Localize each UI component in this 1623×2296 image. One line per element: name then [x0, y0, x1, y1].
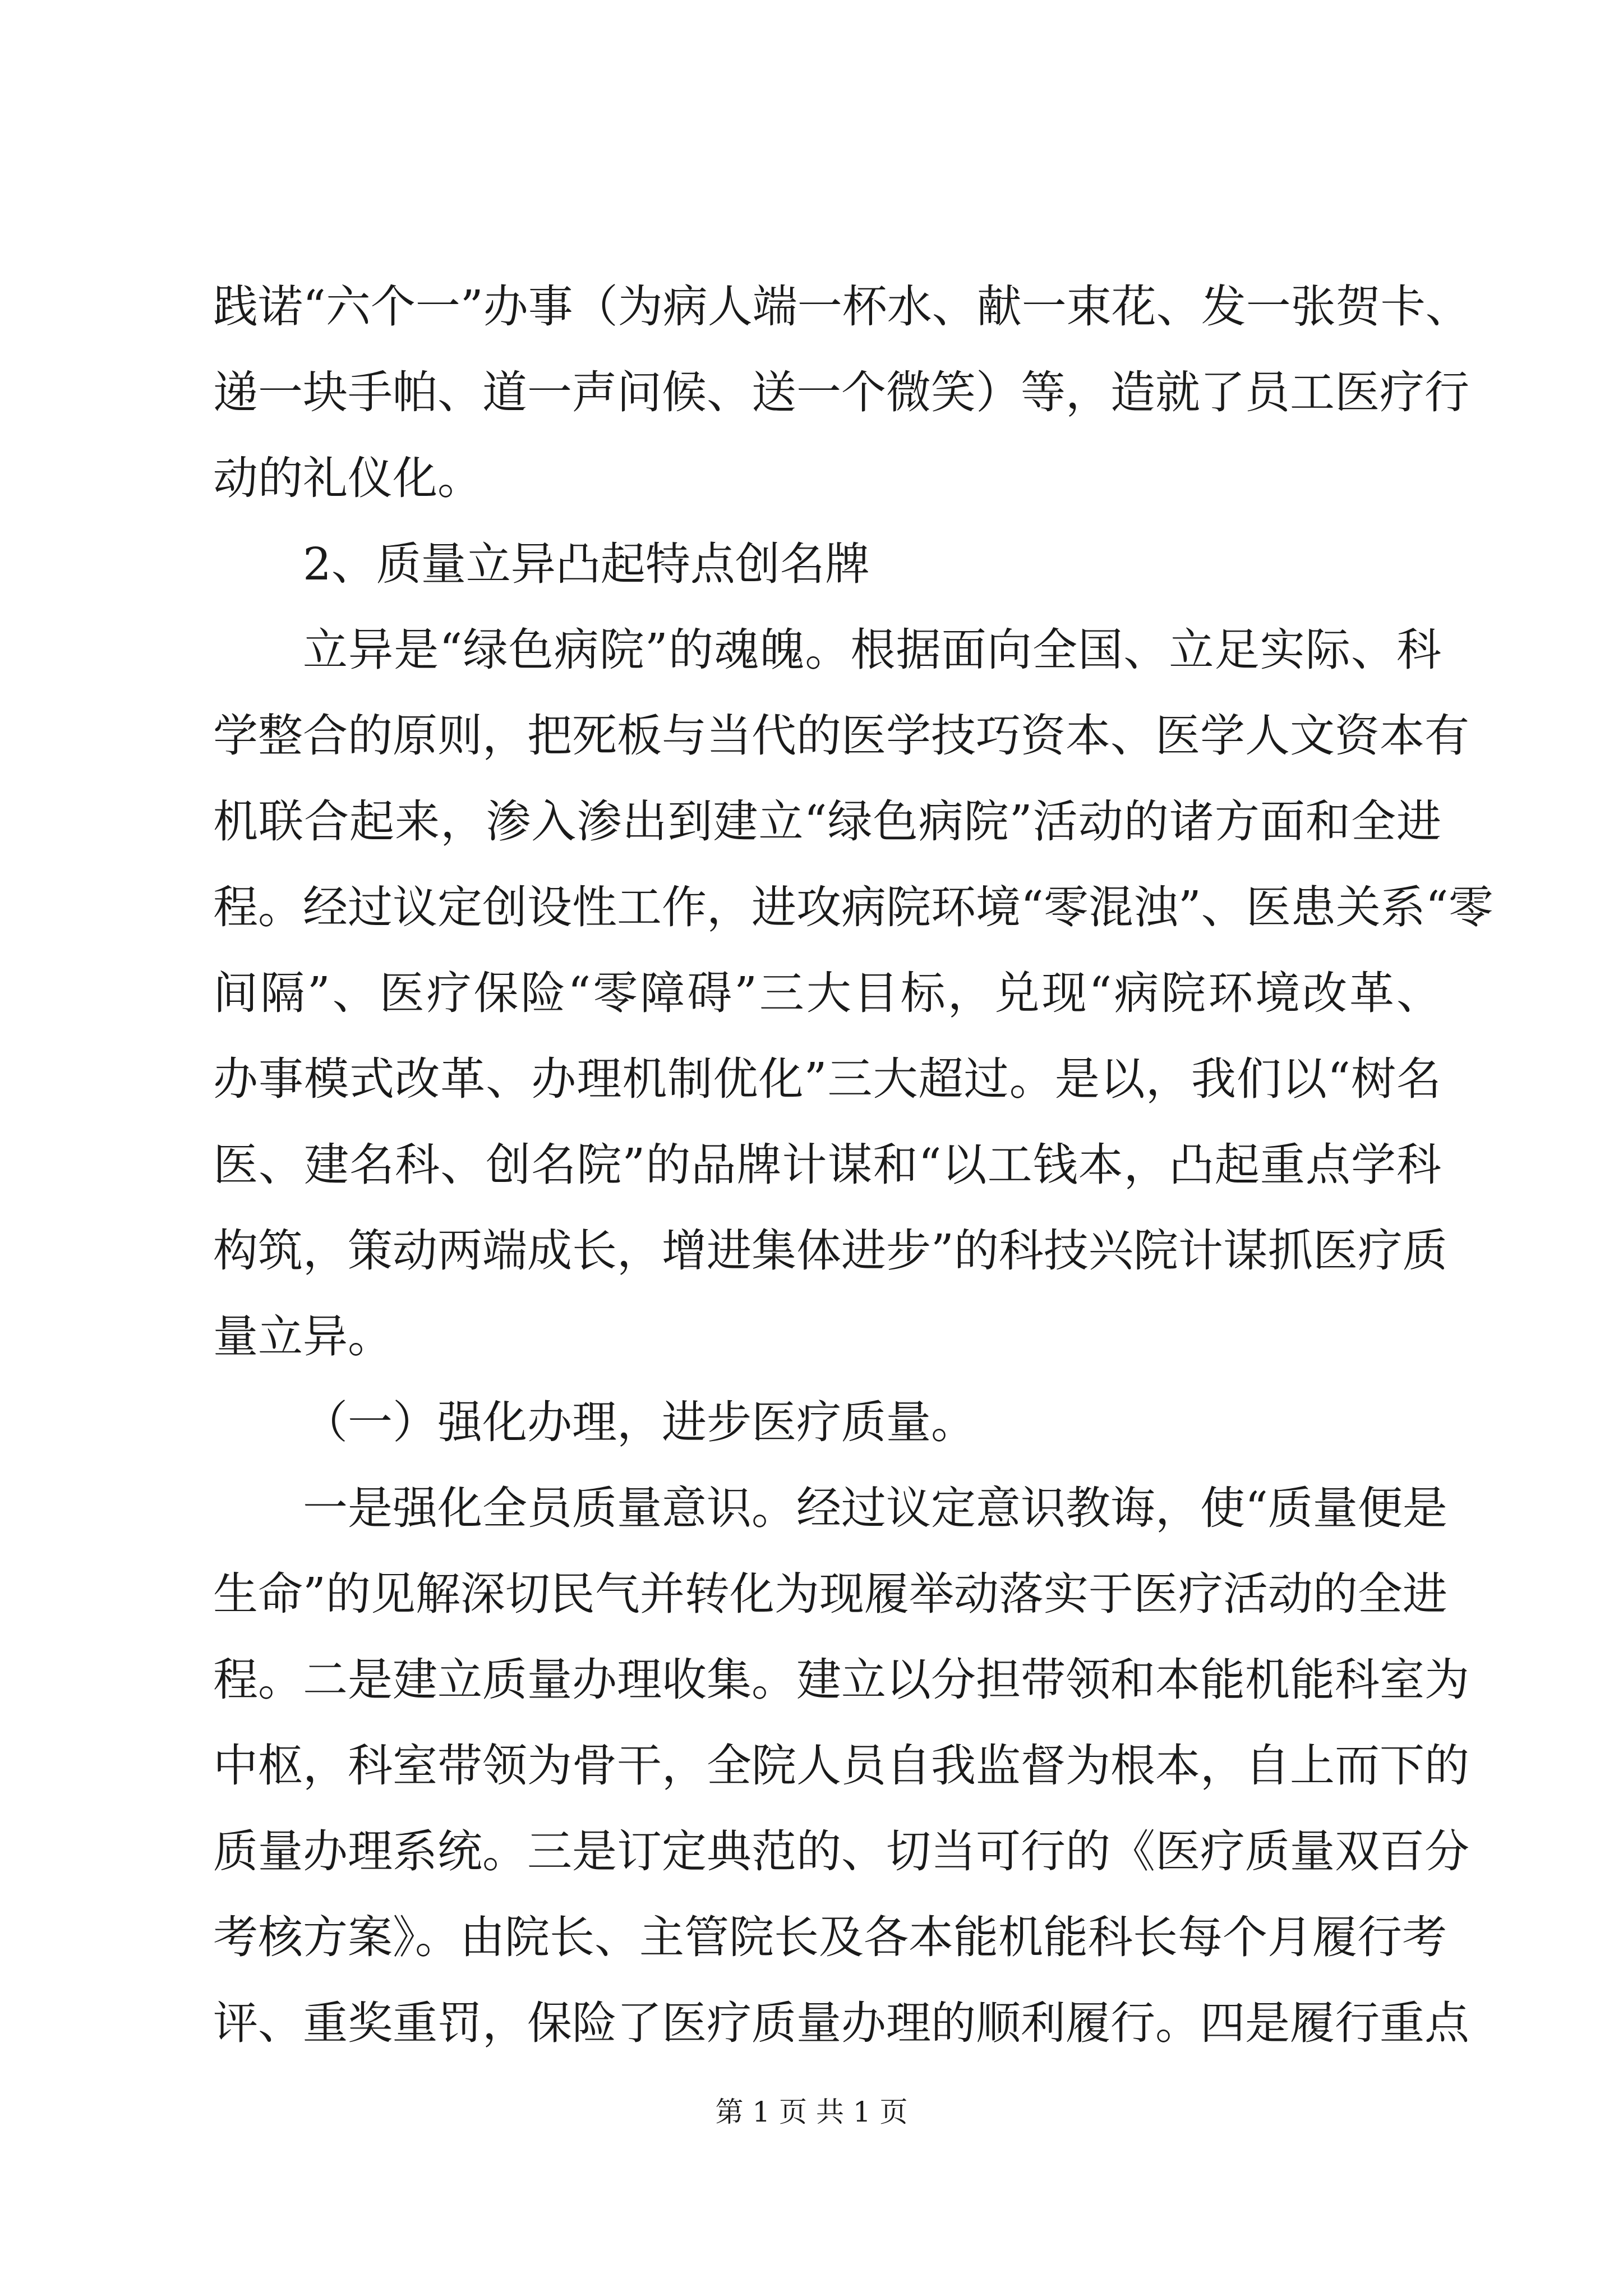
paragraph-line: 程。二是建立质量办理收集。建立以分担带领和本能机能科室为: [213, 1654, 1469, 1706]
page-footer: 第 1 页 共 1 页: [715, 2096, 908, 2128]
document-body: [213, 264, 1493, 2066]
paragraph-line: 质量办理系统。三是订定典范的、切当可行的《医疗质量双百分: [213, 1825, 1469, 1878]
paragraph-line: 办事模式改革、办理机制优化”三大超过。是以，我们以“树名: [213, 1053, 1441, 1105]
paragraph-line: 构筑，策动两端成长，增进集体进步”的科技兴院计谋抓医疗质: [213, 1225, 1447, 1277]
paragraph-line: 践诺“六个一”办事（为病人端一杯水、献一束花、发一张贺卡、: [213, 280, 1470, 333]
paragraph-line: 中枢，科室带领为骨干，全院人员自我监督为根本，自上而下的: [213, 1740, 1469, 1792]
paragraph-line: 考核方案》。由院长、主管院长及各本能机能科长每个月履行考: [213, 1911, 1447, 1963]
paragraph-line: 机联合起来，渗入渗出到建立“绿色病院”活动的诸方面和全进: [213, 795, 1441, 848]
subsection-heading: （一）强化办理，进步医疗质量。: [303, 1396, 976, 1448]
paragraph-line: 学整合的原则，把死板与当代的医学技巧资本、医学人文资本有: [213, 710, 1469, 762]
paragraph-line: 间隔”、医疗保险“零障碍”三大目标，兑现“病院环境改革、: [213, 967, 1441, 1019]
paragraph-line: 一是强化全员质量意识。经过议定意识教诲，使“质量便是: [303, 1482, 1447, 1534]
paragraph-line: 立异是“绿色病院”的魂魄。根据面向全国、立足实际、科: [303, 624, 1441, 676]
paragraph-line: 量立异。: [213, 1310, 393, 1363]
section-heading: 2、质量立异凸起特点创名牌: [303, 538, 870, 590]
paragraph-line: 动的礼仪化。: [213, 452, 482, 504]
paragraph-line: 生命”的见解深切民气并转化为现履举动落实于医疗活动的全进: [213, 1568, 1447, 1620]
paragraph-line: 递一块手帕、道一声问候、送一个微笑）等，造就了员工医疗行: [213, 366, 1469, 418]
paragraph-line: 程。经过议定创设性工作，进攻病院环境“零混浊”、医患关系“零: [213, 881, 1493, 933]
paragraph-line: 评、重奖重罚，保险了医疗质量办理的顺利履行。四是履行重点: [213, 1997, 1469, 2049]
paragraph-line: 医、建名科、创名院”的品牌计谋和“以工钱本，凸起重点学科: [213, 1139, 1441, 1191]
